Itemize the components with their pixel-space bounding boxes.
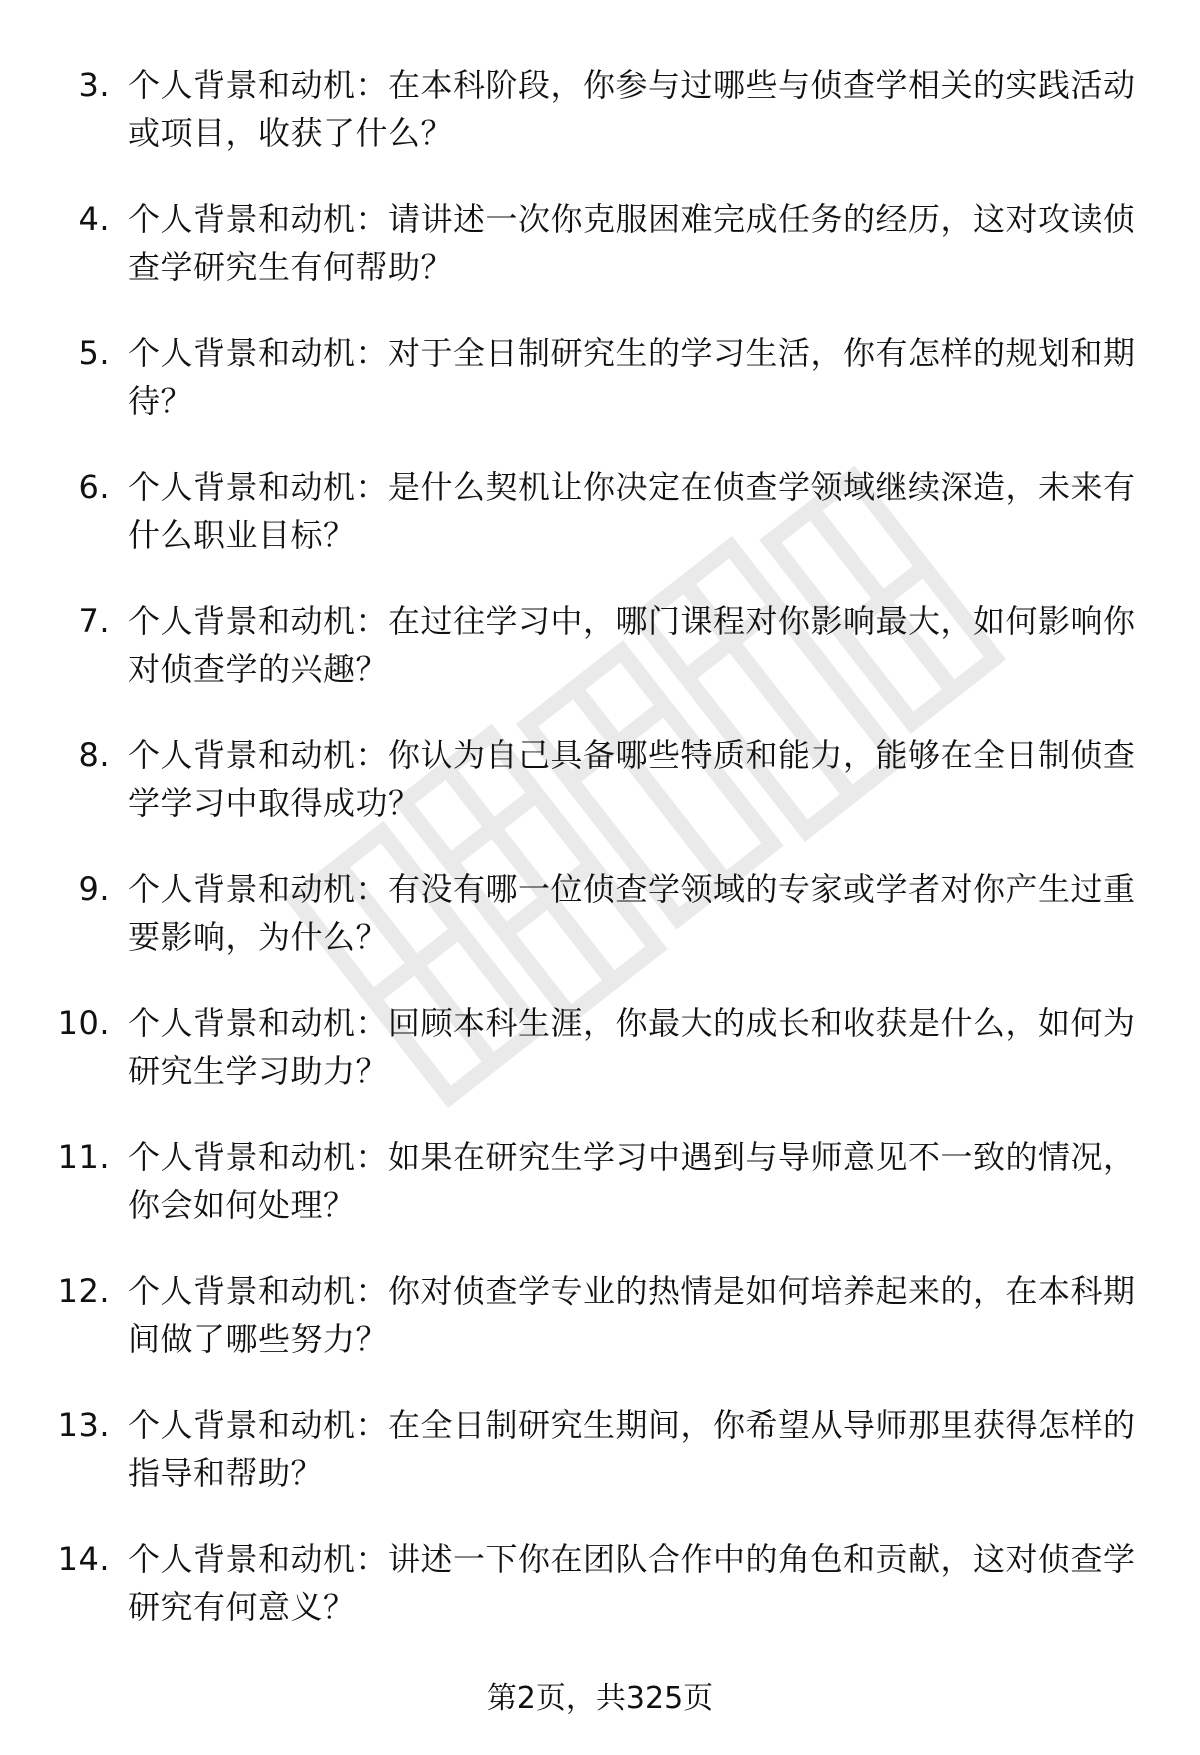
question-item — [0, 865, 1200, 961]
question-text: 个人背景和动机：如果在研究生学习中遇到与导师意见不一致的情况，你会如何处理？ — [128, 1138, 1136, 1224]
question-number: 4. — [78, 200, 110, 238]
question-text: 个人背景和动机：对于全日制研究生的学习生活，你有怎样的规划和期待？ — [128, 334, 1136, 420]
question-item — [0, 1401, 1200, 1497]
question-number: 3. — [78, 66, 110, 104]
question-text: 个人背景和动机：是什么契机让你决定在侦查学领域继续深造，未来有什么职业目标？ — [128, 468, 1136, 554]
question-item — [0, 1267, 1200, 1363]
question-number: 13. — [57, 1406, 110, 1444]
question-text: 个人背景和动机：讲述一下你在团队合作中的角色和贡献，这对侦查学研究有何意义？ — [128, 1540, 1136, 1626]
question-text: 个人背景和动机：在过往学习中，哪门课程对你影响最大，如何影响你对侦查学的兴趣？ — [128, 602, 1136, 688]
question-text: 个人背景和动机：请讲述一次你克服困难完成任务的经历，这对攻读侦查学研究生有何帮助？ — [128, 200, 1136, 286]
question-list — [0, 61, 1200, 1669]
question-text: 个人背景和动机：回顾本科生涯，你最大的成长和收获是什么，如何为研究生学习助力？ — [128, 1004, 1136, 1090]
question-number: 5. — [78, 334, 110, 372]
question-item — [0, 61, 1200, 157]
question-item — [0, 1535, 1200, 1631]
page-indicator: 第2页，共325页 — [486, 1681, 714, 1716]
question-item — [0, 1133, 1200, 1229]
question-number: 12. — [57, 1272, 110, 1310]
question-text: 个人背景和动机：你对侦查学专业的热情是如何培养起来的，在本科期间做了哪些努力？ — [128, 1272, 1136, 1358]
question-number: 11. — [57, 1138, 110, 1176]
question-item — [0, 329, 1200, 425]
question-number: 9. — [78, 870, 110, 908]
question-number: 7. — [78, 602, 110, 640]
question-text: 个人背景和动机：有没有哪一位侦查学领域的专家或学者对你产生过重要影响，为什么？ — [128, 870, 1136, 956]
question-item — [0, 195, 1200, 291]
question-number: 10. — [57, 1004, 110, 1042]
question-text: 个人背景和动机：在本科阶段，你参与过哪些与侦查学相关的实践活动或项目，收获了什么？ — [128, 66, 1136, 152]
question-item — [0, 463, 1200, 559]
question-number: 14. — [57, 1540, 110, 1578]
question-number: 6. — [78, 468, 110, 506]
question-item — [0, 731, 1200, 827]
question-text: 个人背景和动机：在全日制研究生期间，你希望从导师那里获得怎样的指导和帮助？ — [128, 1406, 1136, 1492]
question-item — [0, 597, 1200, 693]
question-number: 8. — [78, 736, 110, 774]
question-item — [0, 999, 1200, 1095]
question-text: 个人背景和动机：你认为自己具备哪些特质和能力，能够在全日制侦查学学习中取得成功？ — [128, 736, 1136, 822]
